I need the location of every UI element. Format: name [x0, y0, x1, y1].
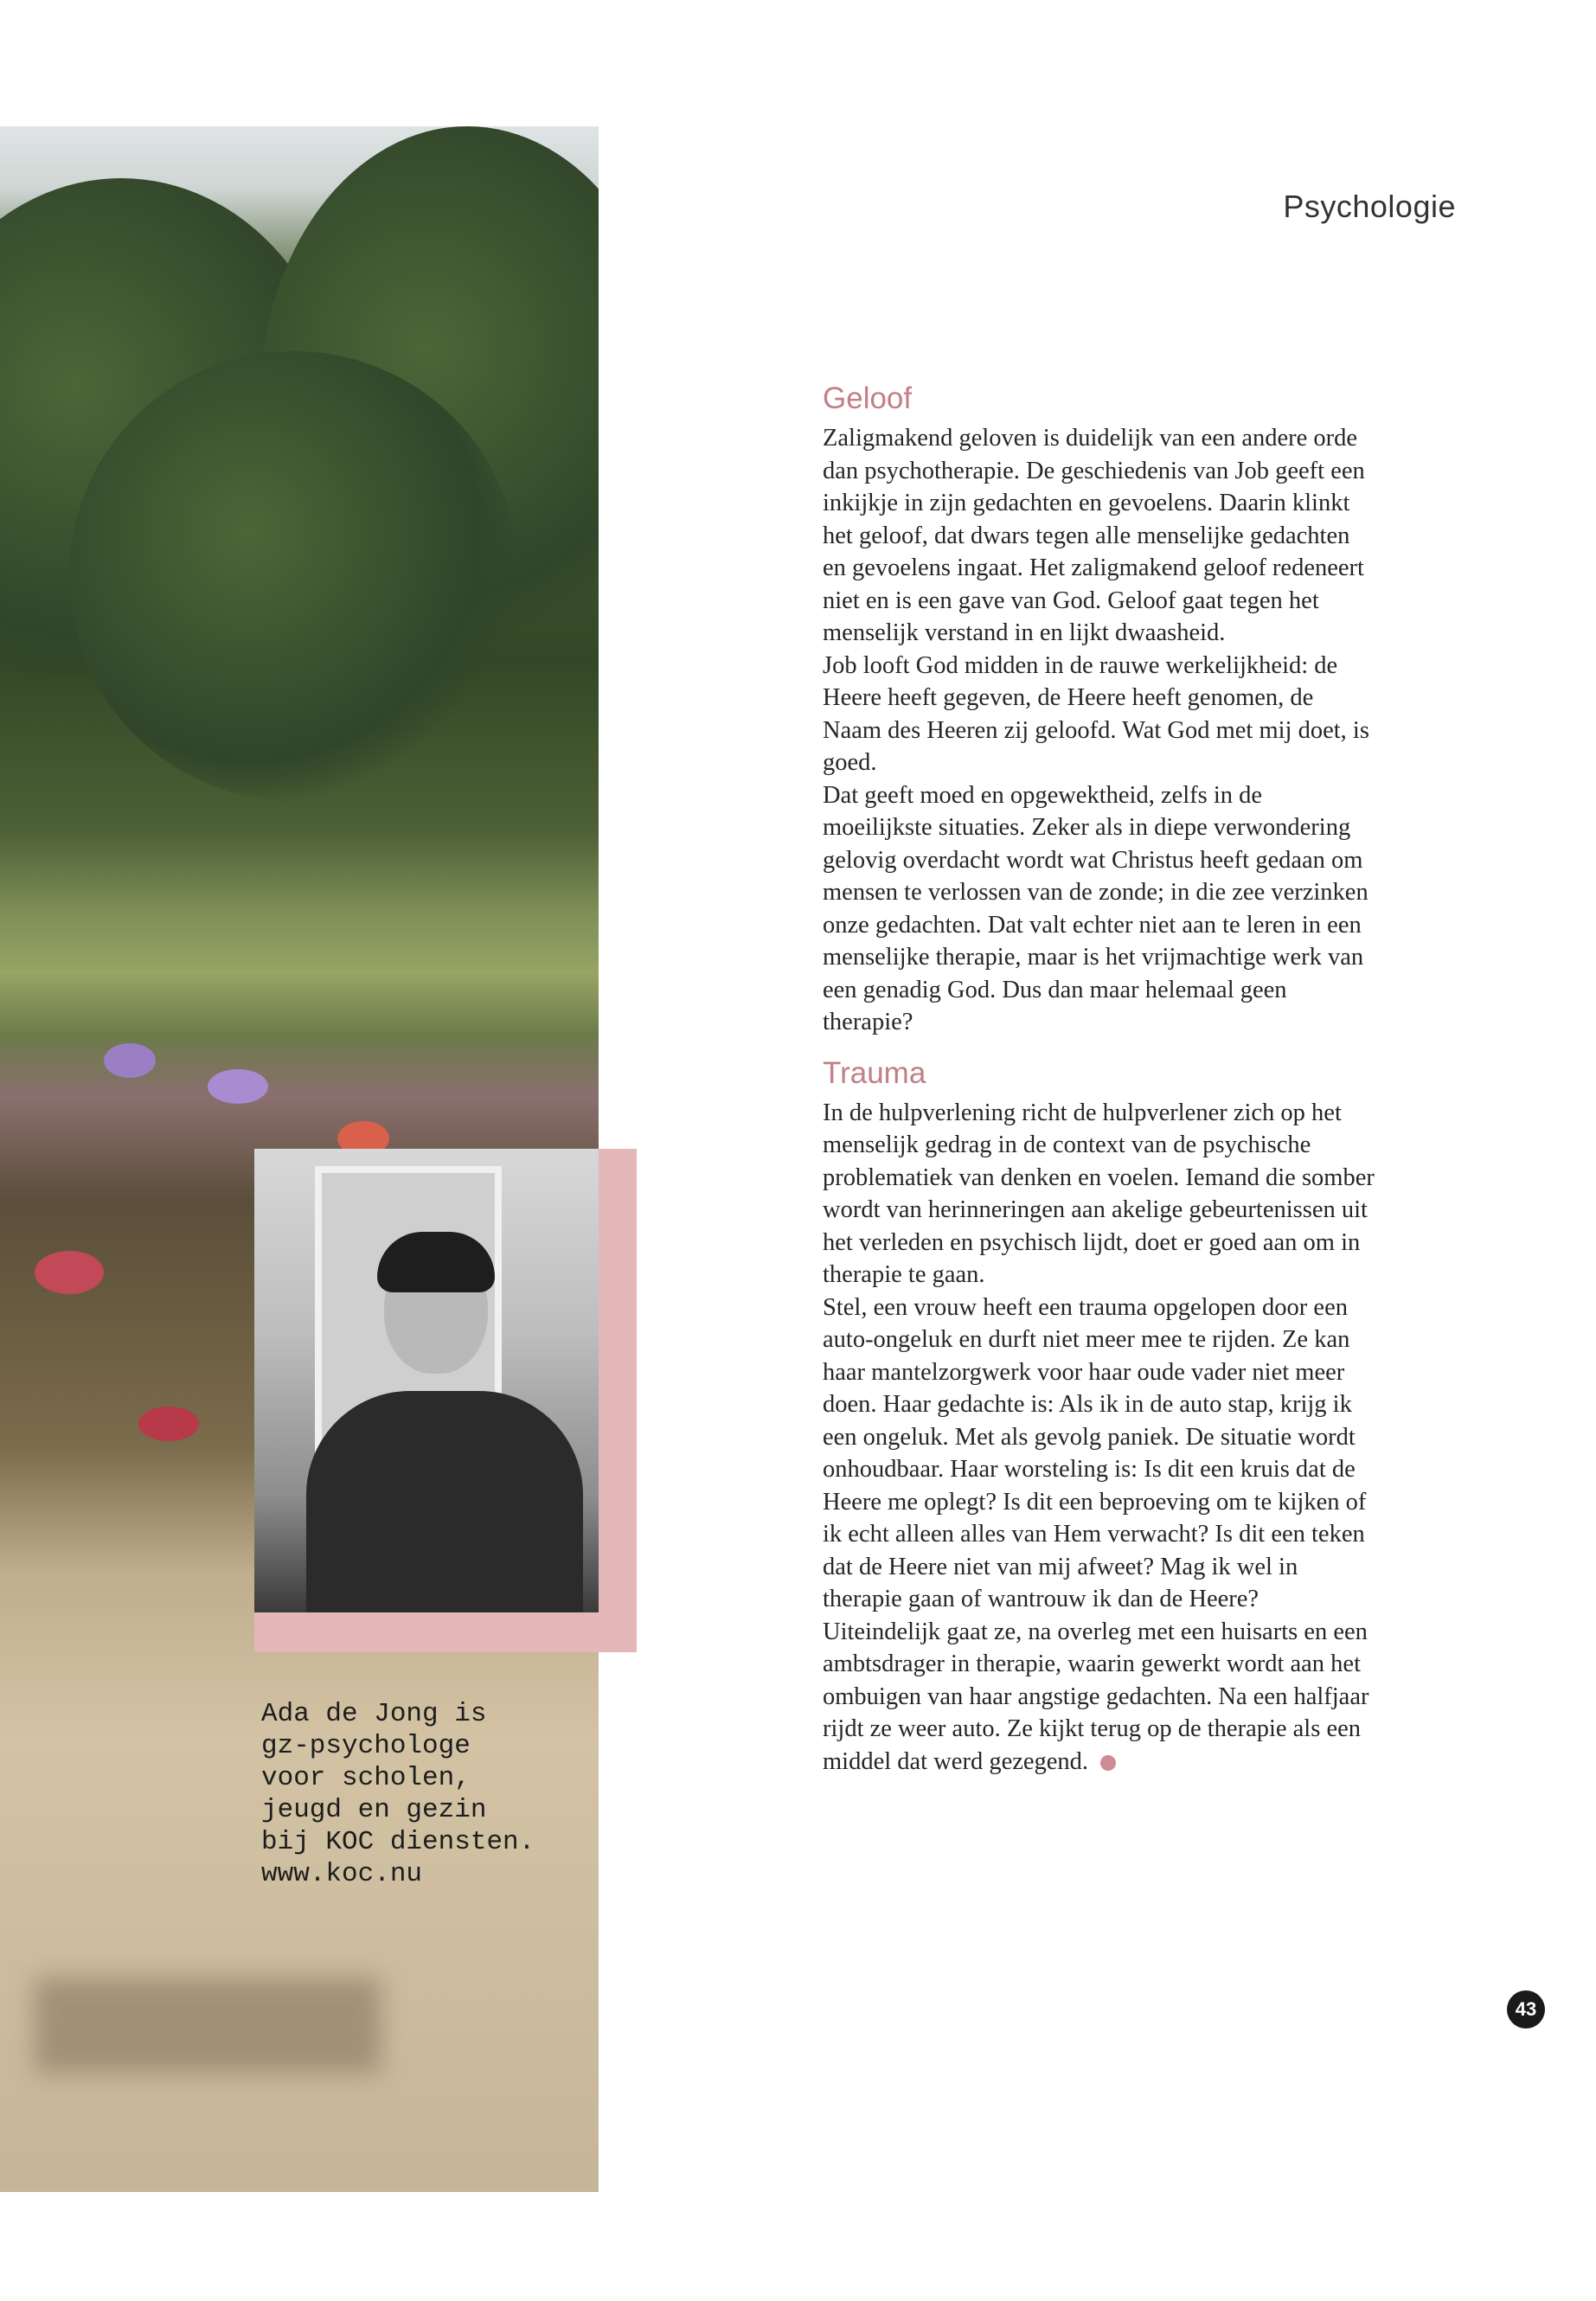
- flower-cluster: [104, 1043, 156, 1078]
- section-heading-trauma: Trauma: [823, 1055, 926, 1090]
- author-caption: Ada de Jong is gz-psychologe voor scholen, jeugd en gezin bij KOC diensten. www.koc.nu: [261, 1699, 535, 1889]
- tree-canopy: [69, 351, 519, 801]
- flower-cluster: [138, 1407, 199, 1441]
- flower-cluster: [35, 1251, 104, 1294]
- paragraph: Job looft God midden in de rauwe werkelijkheid: de Heere heeft gegeven, de Heere heeft genomen, de Naam des Heeren zij geloofd. Wat God met mij doet, is goed.: [823, 651, 1369, 776]
- end-mark-dot: [1100, 1755, 1116, 1771]
- article-body: [823, 378, 1376, 1778]
- portrait-body: [306, 1391, 583, 1612]
- paragraph: Dat geeft moed en opgewektheid, zelfs in de moeilijkste situaties. Zeker als in diepe verwondering gelovig overdacht wordt wat Christus heeft gedaan om mensen te verlossen van de zonde; in die zee verzinken onze gedachten. Dat valt echter niet aan te leren in een menselijke therapie, maar is het vrijmachtige werk van een genadig God. Dus dan maar helemaal geen therapie?: [823, 781, 1368, 1035]
- paragraph: Zaligmakend geloven is duidelijk van een andere orde dan psychotherapie. De geschiedenis van Job geeft een inkijkje in zijn gedachten en gevoelens. Daarin klinkt het geloof, dat dwars tegen alle menselijke gedachten en gevoelens ingaat. Het zaligmakend geloof redeneert niet en is een gave van God. Geloof gaat tegen het menselijk verstand in en lijkt dwaasheid.: [823, 425, 1365, 646]
- section-heading-geloof: Geloof: [823, 381, 913, 415]
- paragraph: In de hulpverlening richt de hulpverlener zich op het menselijk gedrag in de context van de psychische problematiek van denken en voelen. Iemand die somber wordt van herinneringen aan akelige gebeurtenissen uit het verleden en psychisch lijdt, doet er goed aan om in therapie te gaan.: [823, 1099, 1375, 1288]
- paragraph-last: [823, 1292, 1376, 1779]
- page-number: 43: [1507, 1990, 1545, 2029]
- portrait-hair: [377, 1232, 495, 1292]
- flower-cluster: [208, 1069, 268, 1104]
- section-label: Psychologie: [1283, 189, 1456, 224]
- author-portrait: [254, 1149, 599, 1612]
- paragraph-text: Stel, een vrouw heeft een trauma opgelopen door een auto-ongeluk en durft niet meer mee te rijden. Ze kan haar mantelzorgwerk voor haar oude vader niet meer doen. Haar gedachte is: Als ik in de auto stap, krijg ik een ongeluk. Met als gevolg paniek. De situatie wordt onhoudbaar. Haar worsteling is: Is dit een kruis dat de Heere me oplegt? Is dit een beproeving om te kijken of ik echt alleen alles van Hem verwacht? Is dit een teken dat de Heere niet van mij afweet? Mag ik wel in therapie gaan of wantrouw ik dan de Heere? Uiteindelijk gaat ze, na overleg met een huisarts en een ambtsdrager in therapie, waarin gewerkt wordt aan het ombuigen van haar angstige gedachten. Na een halfjaar rijdt ze weer auto. Ze kijkt terug op de therapie als een middel dat werd gezegend.: [823, 1293, 1369, 1775]
- path-shadow: [35, 1977, 381, 2073]
